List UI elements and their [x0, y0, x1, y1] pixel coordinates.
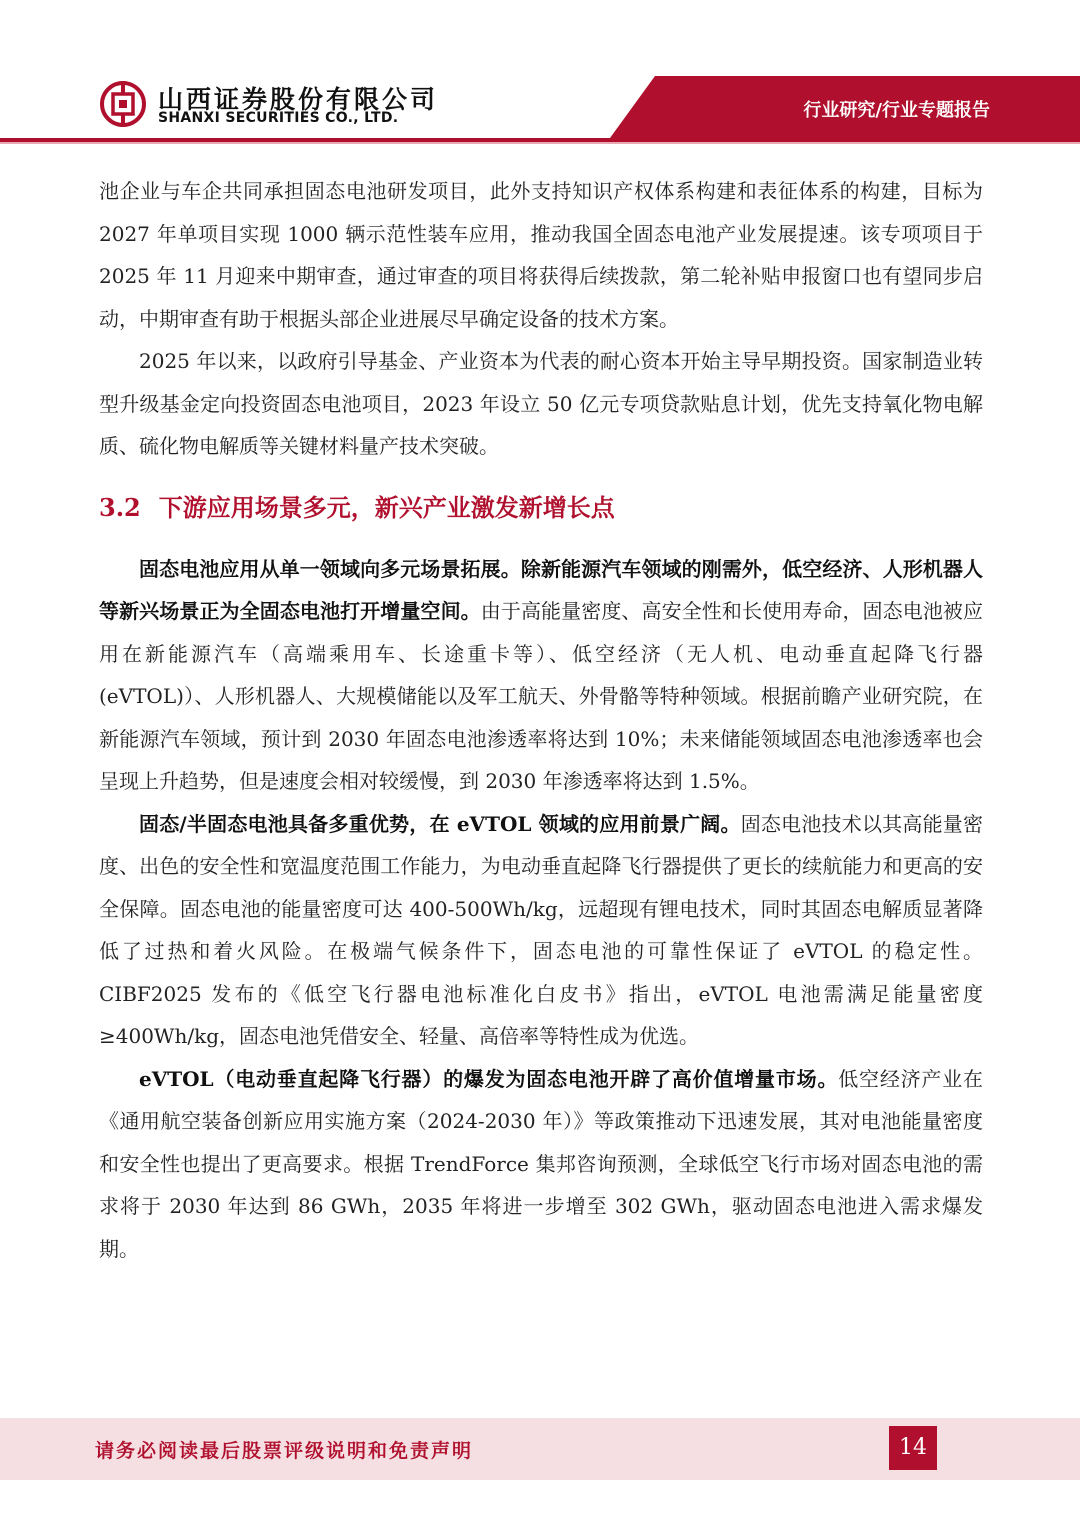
disclaimer-link[interactable]: 请务必阅读最后股票评级说明和免责声明 — [95, 1440, 474, 1462]
paragraph-lead-evtol-advantages: 固态/半固态电池具备多重优势，在 eVTOL 领域的应用前景广阔。 — [139, 811, 741, 836]
section-heading — [99, 468, 983, 548]
paragraph-evtol-advantages — [99, 803, 983, 1058]
paragraph-applications — [99, 548, 983, 803]
report-body — [99, 170, 983, 1270]
section-title-text: 下游应用场景多元，新兴产业激发新增长点 — [158, 492, 615, 522]
paragraph-patient-capital: 2025 年以来，以政府引导基金、产业资本为代表的耐心资本开始主导早期投资。国家制造业转型升级基金定向投资固态电池项目，2023 年设立 50 亿元专项贷款贴息计划，优先支持氧化物电解质、硫化物电解质等关键材料量产技术突破。 — [99, 349, 983, 458]
paragraph-text-evtol-advantages: 固态电池技术以其高能量密度、出色的安全性和宽温度范围工作能力，为电动垂直起降飞行器提供了更长的续航能力和更高的安全保障。固态电池的能量密度可达 400-500Wh/kg，远超现有锂电技术，同时其固态电解质显著降低了过热和着火风险。在极端气候条件下，固态电池的可靠性保证了 eVTOL 的稳定性。CIBF2025 发布的《低空飞行器电池标准化白皮书》指出，eVTOL 电池需满足能量密度≥400Wh/kg，固态电池凭借安全、轻量、高倍率等特性成为优选。 — [99, 811, 984, 1048]
header-divider-light — [0, 142, 1080, 144]
company-seal-icon — [99, 80, 147, 128]
paragraph-text-evtol-market: 低空经济产业在《通用航空装备创新应用实施方案（2024-2030 年）》等政策推动下迅速发展，其对电池能量密度和安全性也提出了更高要求。根据 TrendForce 集邦咨询预测，全球低空飞行市场对固态电池的需求将于 2030 年达到 86 GWh，2035 年将进一步增至 302 GWh，驱动固态电池进入需求爆发期。 — [99, 1066, 984, 1261]
section-number: 3.2 — [99, 492, 141, 522]
page-header — [0, 0, 1080, 148]
paragraph-evtol-market — [99, 1058, 983, 1271]
report-type-label: 行业研究/行业专题报告 — [803, 100, 990, 121]
paragraph-text-applications: 由于高能量密度、高安全性和长使用寿命，固态电池被应用在新能源汽车（高端乘用车、长途重卡等）、低空经济（无人机、电动垂直起降飞行器 (eVTOL)）、人形机器人、大规模储能以及军工航天、外骨骼等特种领域。根据前瞻产业研究院，在新能源汽车领域，预计到 2030 年固态电池渗透率将达到 10%；未来储能领域固态电池渗透率也会呈现上升趋势，但是速度会相对较缓慢，到 2030 年渗透率将达到 1.5%。 — [99, 599, 984, 793]
company-name-cn: 山西证券股份有限公司 — [158, 85, 439, 114]
paragraph-continuation: 池企业与车企共同承担固态电池研发项目，此外支持知识产权体系构建和表征体系的构建，目标为 2027 年单项目实现 1000 辆示范性装车应用，推动我国全固态电池产业发展提速。该专项项目于 2025 年 11 月迎来中期审查，通过审查的项目将获得后续拨款，第二轮补贴申报窗口也有望同步启动，中期审查有助于根据头部企业进展尽早确定设备的技术方案。 — [99, 179, 983, 331]
page-number: 14 — [889, 1426, 937, 1470]
company-name-en: SHANXI SECURITIES CO., LTD. — [158, 110, 399, 126]
paragraph-lead-applications: 固态电池应用从单一领域向多元场景拓展。除新能源汽车领域的刚需外，低空经济、人形机器人等新兴场景正为全固态电池打开增量空间。 — [99, 556, 983, 623]
paragraph-lead-evtol-market: eVTOL（电动垂直起降飞行器）的爆发为固态电池开辟了高价值增量市场。 — [139, 1066, 839, 1091]
